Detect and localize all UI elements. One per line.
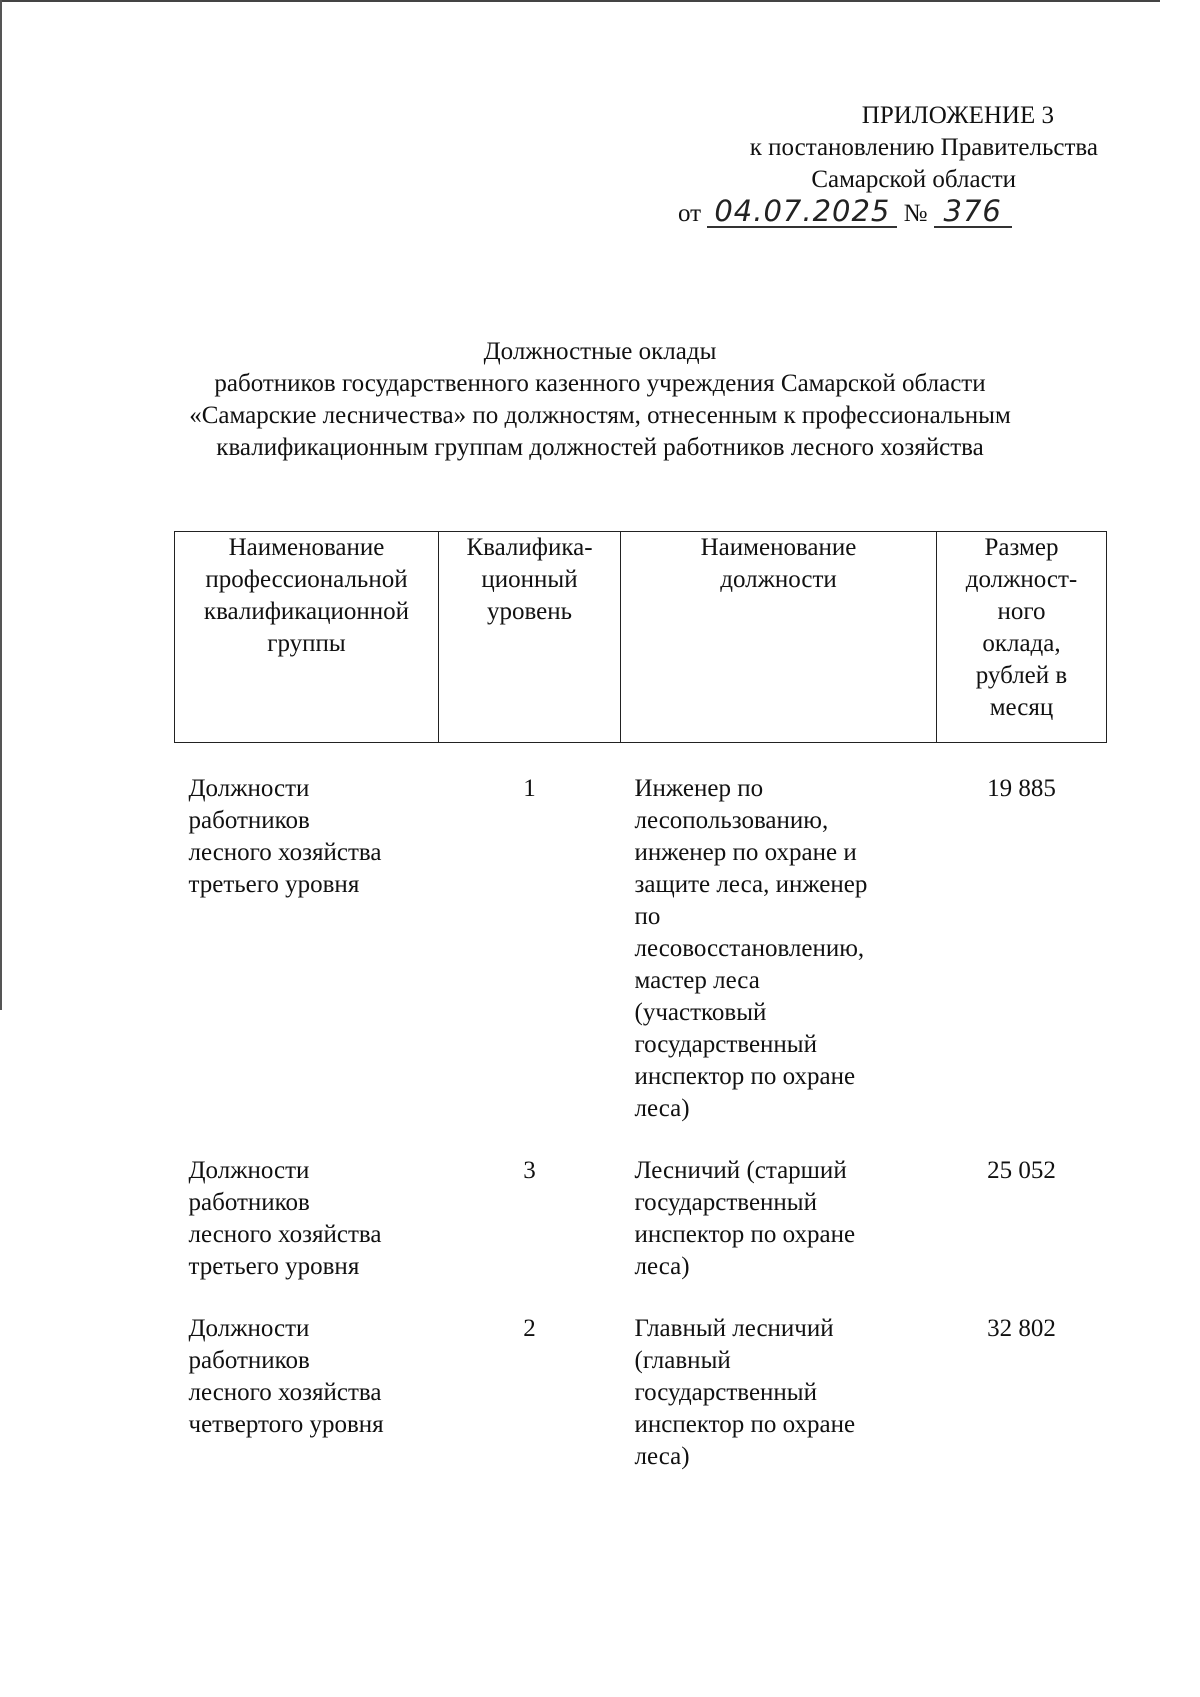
handwritten-date: 04.07.2025 (707, 196, 897, 228)
table-row (175, 773, 1107, 1155)
appendix-header (678, 100, 1098, 230)
resolution-reference: к постановлению Правительства (749, 134, 1098, 161)
scan-edge-left (0, 0, 2, 1010)
document-title (150, 336, 1050, 464)
table-row (175, 1155, 1107, 1313)
header-level: Квалифика- ционный уровень (439, 532, 621, 743)
from-label: от (678, 200, 702, 227)
title-line-1: Должностные оклады (483, 338, 717, 365)
header-position: Наименование должности (621, 532, 937, 743)
date-number-line (678, 196, 1098, 230)
salary-cell: 32 802 (987, 1315, 1056, 1342)
header-salary: Размер должност- ного оклада, рублей в месяц (937, 532, 1107, 743)
level-cell: 2 (523, 1315, 536, 1342)
position-cell: Главный лесничий (главный государственный инспектор по охране леса) (634, 1315, 856, 1470)
title-line-3: «Самарские лесничества» по должностям, отнесенным к профессиональным (189, 402, 1011, 429)
title-line-4: квалификационным группам должностей работников лесного хозяйства (216, 434, 984, 461)
position-cell: Лесничий (старший государственный инспектор по охране леса) (634, 1157, 856, 1280)
level-cell: 3 (523, 1157, 536, 1184)
table-header-row (175, 532, 1107, 743)
table-row (175, 1313, 1107, 1473)
position-cell: Инженер по лесопользованию, инженер по охране и защите леса, инженер по лесовосстановлению, мастер леса (участковый государственный инспектор по охране леса) (634, 775, 868, 1122)
salary-cell: 19 885 (987, 775, 1056, 802)
table-spacer (175, 743, 1107, 774)
header-group: Наименование профессиональной квалификационной группы (175, 532, 439, 743)
group-cell: Должности работников лесного хозяйства третьего уровня (188, 1157, 382, 1280)
group-cell: Должности работников лесного хозяйства четвертого уровня (188, 1315, 384, 1438)
appendix-label: ПРИЛОЖЕНИЕ 3 (861, 102, 1054, 129)
title-line-2: работников государственного казенного учреждения Самарской области (214, 370, 986, 397)
salary-table (174, 531, 1107, 1473)
level-cell: 1 (523, 775, 536, 802)
handwritten-number: 376 (934, 196, 1012, 228)
group-cell: Должности работников лесного хозяйства третьего уровня (188, 775, 382, 898)
region-name: Самарской области (811, 166, 1016, 193)
scan-edge-top (0, 0, 1160, 2)
salary-cell: 25 052 (987, 1157, 1056, 1184)
number-label: № (903, 200, 928, 227)
